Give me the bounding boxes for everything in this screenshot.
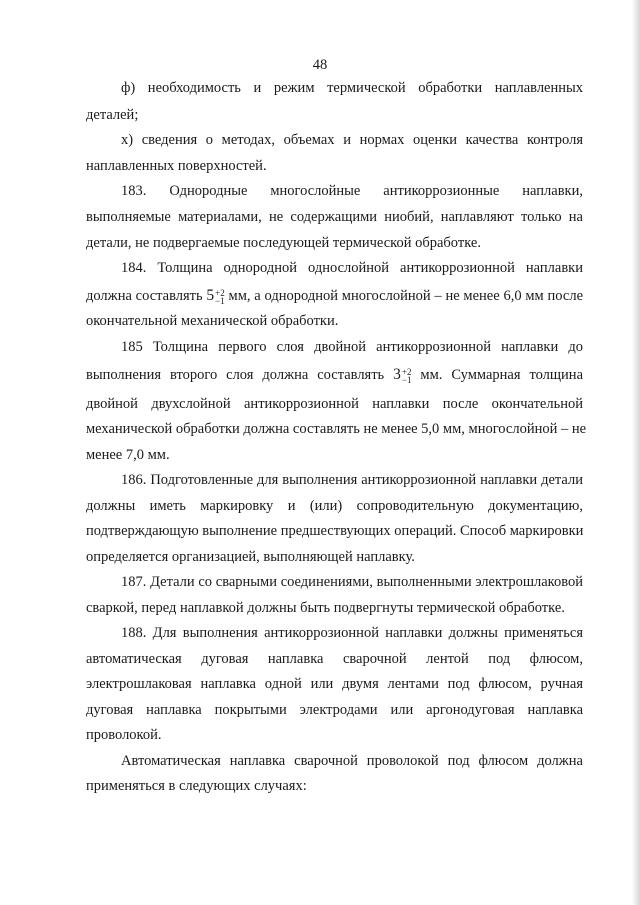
- text-line: 185 Толщина первого слоя двойной антикоррозионной наплавки до: [121, 339, 583, 355]
- text-segment: выполнения второго слоя должна составлять: [86, 367, 394, 383]
- text-line: механической обработки должна составлять не менее 5,0 мм, многослойной – не: [86, 421, 587, 437]
- text-segment: мм. Суммарная толщина: [411, 367, 583, 383]
- tolerance-fraction: [215, 289, 225, 305]
- text-line: дуговая наплавка покрытыми электродами или аргонодуговая наплавка: [86, 702, 583, 718]
- text-line: электрошлаковая наплавка одной или двумя лентами под флюсом, ручная: [86, 676, 583, 692]
- text-line: [86, 363, 583, 387]
- text-line: 183. Однородные многослойные антикоррозионные наплавки,: [121, 183, 583, 199]
- text-line: деталей;: [86, 107, 139, 123]
- text-line: 184. Толщина однородной однослойной антикоррозионной наплавки: [121, 260, 583, 276]
- text-line: применяться в следующих случаях:: [86, 778, 307, 794]
- text-line: 187. Детали со сварными соединениями, выполненными электрошлаковой: [121, 574, 583, 590]
- page-number: 48: [312, 57, 328, 73]
- text-line: сваркой, перед наплавкой должны быть подвергнуты термической обработке.: [86, 600, 565, 616]
- text-line: 188. Для выполнения антикоррозионной наплавки должны применяться: [121, 625, 583, 641]
- text-segment: должна составлять: [86, 288, 207, 304]
- text-line: определяется организацией, выполняющей наплавку.: [86, 549, 415, 565]
- tolerance-lower: −1: [215, 296, 225, 306]
- text-line: проволокой.: [86, 727, 162, 743]
- text-line: окончательной механической обработки.: [86, 313, 339, 329]
- text-line: подтверждающую выполнение предшествующих операций. Способ маркировки: [86, 523, 584, 539]
- tolerance-upper: +2: [401, 367, 412, 377]
- page-edge-shadow: [632, 0, 640, 905]
- text-line: Автоматическая наплавка сварочной проволокой под флюсом должна: [121, 753, 583, 769]
- text-line: х) сведения о методах, объемах и нормах оценки качества контроля: [121, 132, 583, 148]
- text-line: ф) необходимость и режим термической обработки наплавленных: [121, 80, 583, 96]
- text-line: 186. Подготовленные для выполнения антикоррозионной наплавки детали: [121, 472, 583, 488]
- text-line: выполняемые материалами, не содержащими ниобий, наплавляют только на: [86, 209, 583, 225]
- tolerance-base: 5: [206, 287, 215, 304]
- tolerance-lower: −1: [401, 375, 412, 385]
- text-line: должны иметь маркировку и (или) сопроводительную документацию,: [86, 498, 583, 514]
- text-line: автоматическая дуговая наплавка сварочной лентой под флюсом,: [86, 651, 583, 667]
- text-line: [86, 284, 583, 308]
- text-segment: мм, а однородной многослойной – не менее 6,0 мм после: [224, 288, 584, 304]
- text-line: детали, не подвергаемые последующей термической обработке.: [86, 235, 481, 251]
- text-line: двойной двухслойной антикоррозионной наплавки после окончательной: [86, 396, 583, 412]
- tolerance-base: 3: [393, 366, 401, 383]
- text-line: наплавленных поверхностей.: [86, 158, 267, 174]
- tolerance-upper: +2: [215, 288, 225, 298]
- text-line: менее 7,0 мм.: [86, 447, 170, 463]
